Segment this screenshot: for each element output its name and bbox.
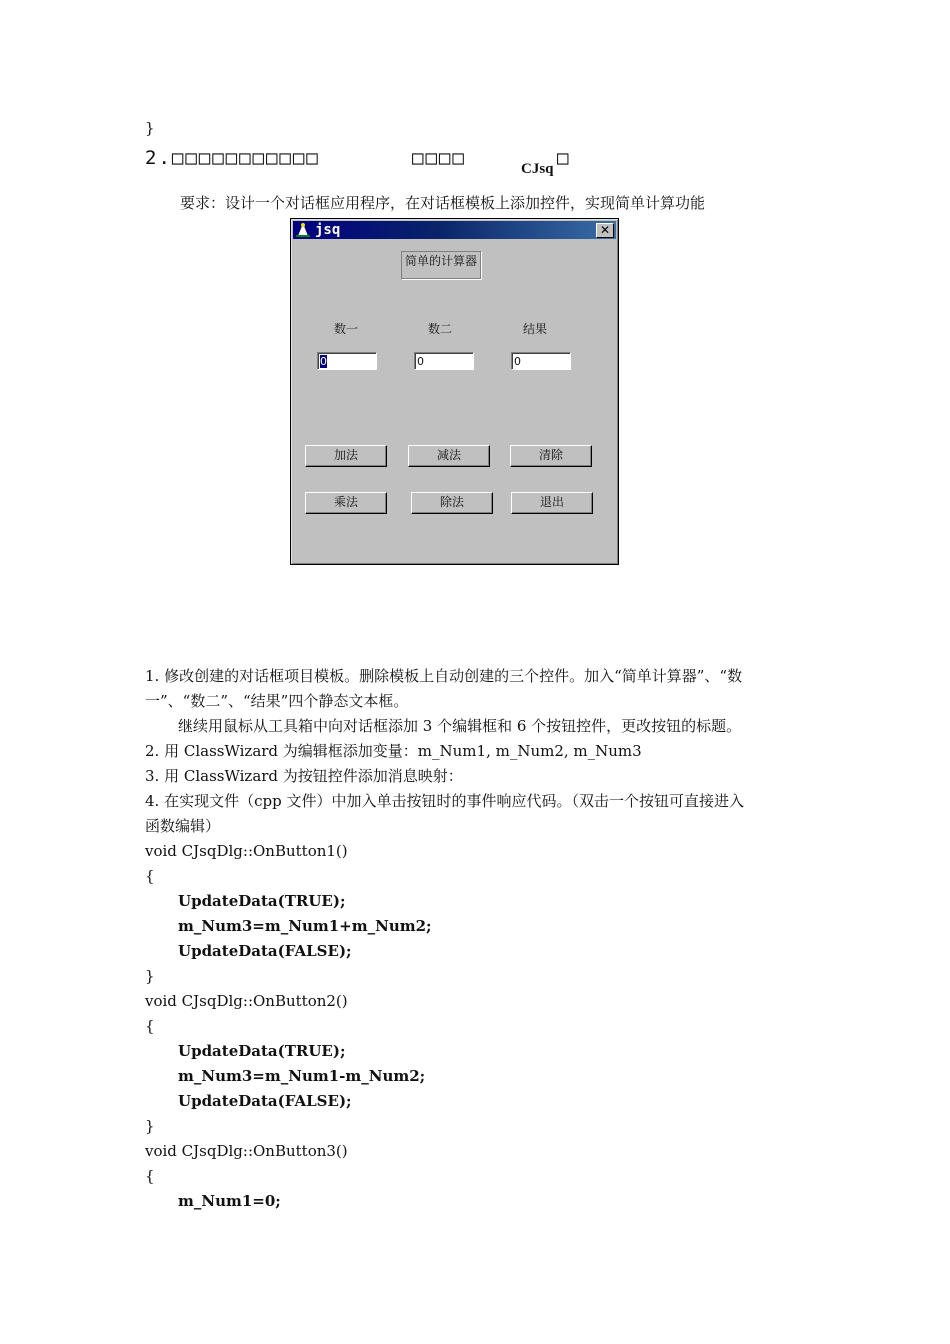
step-1-line-1: 1. 修改创建的对话框项目模板。删除模板上自动创建的三个控件。加入“简单计算器”、“数 <box>145 667 743 685</box>
section-heading <box>145 147 320 169</box>
label-result: 结果 <box>523 322 548 336</box>
label-num2: 数二 <box>428 322 453 336</box>
code-line: UpdateData(TRUE); <box>178 1042 346 1060</box>
closing-brace: } <box>145 119 155 137</box>
step-4-line-2: 函数编辑） <box>145 817 221 835</box>
code-brace-open: { <box>145 867 155 885</box>
code-func-1: void CJsqDlg::OnButton1() <box>145 842 348 860</box>
step-1-line-3: 继续用鼠标从工具箱中向对话框添加 3 个编辑框和 6 个按钮控件，更改按钮的标题。 <box>178 717 742 735</box>
missing-glyphs: □□□□□□□□□□□ <box>171 147 320 169</box>
num2-input[interactable]: 0 <box>414 352 474 370</box>
code-line: m_Num3=m_Num1-m_Num2; <box>178 1067 426 1085</box>
group-label: 简单的计算器 <box>401 251 481 279</box>
step-4-line-1: 4. 在实现文件（cpp 文件）中加入单击按钮时的事件响应代码。（双击一个按钮可直接进入 <box>145 792 744 810</box>
code-brace-open: { <box>145 1017 155 1035</box>
calculator-dialog <box>290 218 619 565</box>
code-brace-close: } <box>145 1117 155 1135</box>
num1-input[interactable] <box>317 352 377 370</box>
label-num1: 数一 <box>334 322 359 336</box>
code-line: m_Num1=0; <box>178 1192 281 1210</box>
dialog-title: jsq <box>315 222 341 238</box>
code-line: UpdateData(FALSE); <box>178 942 352 960</box>
requirement-text: 要求：设计一个对话框应用程序，在对话框模板上添加控件，实现简单计算功能 <box>180 194 706 212</box>
multiply-button[interactable]: 乘法 <box>305 492 387 514</box>
exit-button[interactable]: 退出 <box>511 492 593 514</box>
divide-button[interactable]: 除法 <box>411 492 493 514</box>
code-brace-close: } <box>145 967 155 985</box>
code-func-2: void CJsqDlg::OnButton2() <box>145 992 348 1010</box>
code-line: UpdateData(TRUE); <box>178 892 346 910</box>
code-brace-open: { <box>145 1167 155 1185</box>
section-number: 2. <box>145 147 172 169</box>
code-func-3: void CJsqDlg::OnButton3() <box>145 1142 348 1160</box>
step-2: 2. 用 ClassWizard 为编辑框添加变量：m_Num1, m_Num2, m_Num3 <box>145 742 642 760</box>
result-input[interactable]: 0 <box>511 352 571 370</box>
step-1-line-2: 一”、“数二”、“结果”四个静态文本框。 <box>145 692 409 710</box>
missing-glyph-end: □ <box>557 147 571 169</box>
num1-value: 0 <box>320 355 327 368</box>
dialog-titlebar <box>293 221 616 239</box>
add-button[interactable]: 加法 <box>305 445 387 467</box>
clear-button[interactable]: 清除 <box>510 445 592 467</box>
app-icon <box>295 222 311 238</box>
subtract-button[interactable]: 减法 <box>408 445 490 467</box>
class-name: CJsq <box>521 161 554 177</box>
code-line: m_Num3=m_Num1+m_Num2; <box>178 917 432 935</box>
step-3: 3. 用 ClassWizard 为按钮控件添加消息映射： <box>145 767 463 785</box>
code-line: UpdateData(FALSE); <box>178 1092 352 1110</box>
close-icon[interactable]: ✕ <box>596 223 614 238</box>
missing-glyphs-mid: □□□□ <box>412 147 466 169</box>
